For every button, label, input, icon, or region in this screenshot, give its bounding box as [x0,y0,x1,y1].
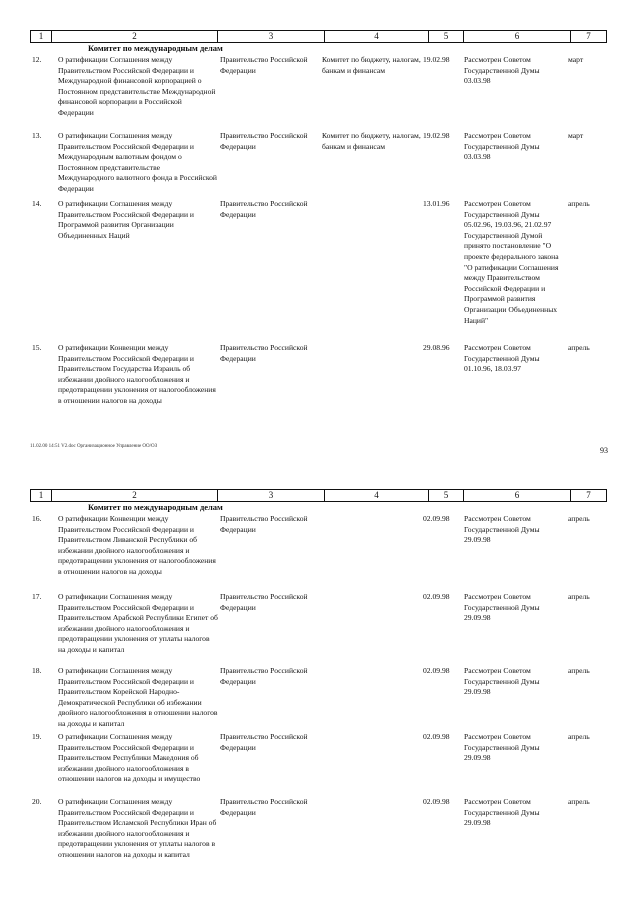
row-title: О ратификации Конвенции между Правительством Российской Федерации и Правительством Ливанской Республики об избежании двойного налогообложения и предотвращении уклонения от налогообложения в отношении налогов на доходы [58,514,216,576]
row-title: О ратификации Соглашения между Правительством Российской Федерации и Международным валютным фондом о Постоянном представительстве Международного валютного фонда в Российской Федерации [58,131,217,193]
col-header: 4 [325,490,429,501]
col-header: 4 [325,31,429,42]
row-initiator: Правительство Российской Федерации [220,131,308,151]
row-initiator: Правительство Российской Федерации [220,592,308,612]
row-title: О ратификации Соглашения между Правительством Российской Федерации и Международной финансовой корпорацией о Постоянном представительстве Международной финансовой корпорации в Российской Федерации [58,55,216,117]
col-header: 6 [464,31,571,42]
row-title: О ратификации Соглашения между Правительством Российской Федерации и Программой развития Организации Объединенных Наций [58,199,194,240]
col-header: 2 [52,31,218,42]
row-number: 13. [32,131,42,140]
row-committee: Комитет по бюджету, налогам, банкам и финансам [322,55,421,75]
page-footer: 11.02.00 14:51 V2.doc Организационное Управление ОО/ОЗ [30,444,158,449]
row-status: Рассмотрен Советом Государственной Думы 29.09.98 [464,797,540,828]
col-header: 3 [218,31,325,42]
row-initiator: Правительство Российской Федерации [220,55,308,75]
row-date: 02.09.98 [423,592,450,601]
row-initiator: Правительство Российской Федерации [220,666,308,686]
row-month: апрель [568,514,590,523]
row-status: Рассмотрен Советом Государственной Думы 29.09.98 [464,592,540,623]
row-title: О ратификации Соглашения между Правительством Российской Федерации и Правительством Корейской Народно-Демократической Республики об избежании двойного налогообложения в отношении налогов на доходы и капитал [58,666,218,728]
row-date: 19.02.98 [423,55,450,64]
table-header-top [30,30,607,43]
row-number: 16. [32,514,42,523]
row-title: О ратификации Соглашения между Правительством Российской Федерации и Правительством Республики Македония об избежании двойного налогообложения в отношении налогов на доходы и имущество [58,732,201,784]
row-date: 29.08.96 [423,343,450,352]
row-initiator: Правительство Российской Федерации [220,343,308,363]
row-status: Рассмотрен Советом Государственной Думы 01.10.96, 18.03.97 [464,343,540,374]
row-status: Рассмотрен Советом Государственной Думы 29.09.98 [464,514,540,545]
row-status: Рассмотрен Советом Государственной Думы 03.03.98 [464,131,540,162]
row-status: Рассмотрен Советом Государственной Думы 29.09.98 [464,732,540,763]
row-number: 12. [32,55,42,64]
row-month: март [568,131,584,140]
row-title: О ратификации Соглашения между Правительством Российской Федерации и Правительством Арабской Республики Египет об избежании двойного налогообложения и предотвращении уклонения от уплаты налогов на доходы и капитал [58,592,218,654]
row-month: апрель [568,797,590,806]
col-header: 3 [218,490,325,501]
row-date: 02.09.98 [423,514,450,523]
row-initiator: Правительство Российской Федерации [220,797,308,817]
col-header: 1 [31,490,52,501]
row-number: 15. [32,343,42,352]
page-number: 93 [600,446,608,455]
row-number: 17. [32,592,42,601]
col-header: 5 [429,31,464,42]
row-month: март [568,55,584,64]
row-status: Рассмотрен Советом Государственной Думы 05.02.96, 19.03.96, 21.02.97 Государственной Думой принято постановление "О проекте федерального закона "О ратификации Соглашения между Правительством Российской Федерации и Программой развития Организации Объединенных Наций" [464,199,559,325]
row-month: апрель [568,199,590,208]
col-header: 6 [464,490,571,501]
row-title: О ратификации Соглашения между Правительством Российской Федерации и Правительством Исламской Республики Иран об избежании двойного налогообложения и предотвращении уклонения от уплаты налогов в отношении налогов на доходы и капитал [58,797,217,859]
row-date: 02.09.98 [423,732,450,741]
section-title: Комитет по международным делам [88,43,223,53]
row-month: апрель [568,343,590,352]
col-header: 2 [52,490,218,501]
row-number: 18. [32,666,42,675]
row-status: Рассмотрен Советом Государственной Думы 29.09.98 [464,666,540,697]
row-status: Рассмотрен Советом Государственной Думы 03.03.98 [464,55,540,86]
row-initiator: Правительство Российской Федерации [220,732,308,752]
col-header: 5 [429,490,464,501]
row-month: апрель [568,666,590,675]
row-number: 19. [32,732,42,741]
row-committee: Комитет по бюджету, налогам, банкам и финансам [322,131,421,151]
row-date: 02.09.98 [423,797,450,806]
section-title: Комитет по международным делам [88,502,223,512]
row-month: апрель [568,732,590,741]
row-date: 19.02.98 [423,131,450,140]
row-initiator: Правительство Российской Федерации [220,199,308,219]
row-number: 20. [32,797,42,806]
row-initiator: Правительство Российской Федерации [220,514,308,534]
row-month: апрель [568,592,590,601]
row-title: О ратификации Конвенции между Правительством Российской Федерации и Правительством Государства Израиль об избежании двойного налогообложения и предотвращении уклонения от налогообложения в отношении налогов на доходы [58,343,216,405]
row-number: 14. [32,199,42,208]
col-header: 1 [31,31,52,42]
row-date: 13.01.96 [423,199,450,208]
row-date: 02.09.98 [423,666,450,675]
col-header: 7 [586,31,591,41]
col-header: 7 [586,490,591,500]
table-header-bottom [30,489,607,502]
